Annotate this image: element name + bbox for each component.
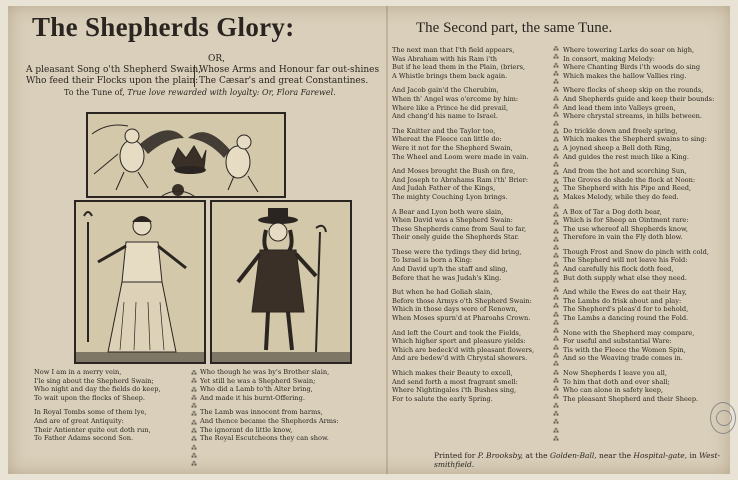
verse-line: When David was a Shepherd Swain: xyxy=(392,216,513,225)
verse-line: And Joseph to Abrahams Ram i'th' Brier: xyxy=(392,175,528,184)
verse-line: The Shepherd's pleas'd for to behold, xyxy=(563,305,689,314)
verse-line: The pleasant Shepherd and their Sheep. xyxy=(563,394,699,403)
verse-line: Who can alone in safety keep, xyxy=(563,386,664,395)
verse-line: Tis with the Fleece the Women Spin, xyxy=(563,345,686,354)
verse-line: Where like a Prince he did prevail, xyxy=(392,103,509,112)
verse-line: And so the Weaving trade comes in. xyxy=(563,354,683,363)
verse-line: Which are bedeck'd with pleasant flowers, xyxy=(392,345,535,354)
verse-line: When th' Angel was o'ercome by him: xyxy=(392,94,519,103)
verse-line: Though Frost and Snow do pinch with cold, xyxy=(563,247,709,256)
verse-line: A Whistle brings them back again. xyxy=(392,71,508,80)
right-verse-column-1 xyxy=(392,46,534,403)
verse-line: Where Chanting Birds i'th woods do sing xyxy=(563,63,701,72)
verse-line: The Wheel and Loom were made in vain. xyxy=(392,152,529,161)
second-part-title: The Second part, the same Tune. xyxy=(416,20,613,36)
verse-line: The Shepherd with his Pipe and Reed, xyxy=(563,184,692,193)
verse-line: Where towering Larks do soar on high, xyxy=(563,46,695,54)
verse-line: Before those Armys o'th Shepherd Swain: xyxy=(392,296,532,305)
verse-line: For to salute the early Spring. xyxy=(392,394,493,403)
verse-line: And Moses brought the Bush on fire, xyxy=(392,167,516,176)
ballad-title: The Shepherds Glory: xyxy=(32,12,295,42)
verse-line: Which makes the hallow Vallies ring. xyxy=(563,71,687,80)
left-verse-column-2: Who though he was by's Brother slain, Yet still he was a Shepherd Swain; Who did a Lamb to'th Alter bring, And made it his burnt-Offering. The Lamb was innocent from harms, And thence became the Shepherds Arms: The ignorant do little know, The Royal Escutcheons they can show. xyxy=(200,368,339,443)
verse-line: The use whereof all Shepherds know, xyxy=(563,224,688,233)
verse-line: The Knitter and the Taylor too, xyxy=(392,126,496,135)
verse-line: The Lambs do frisk about and play: xyxy=(563,296,682,305)
verse-line: These Shepherds came from Saul to far, xyxy=(392,224,527,233)
imprint-line: Printed for P. Brooksby, at the Golden-Ball, near the Hospital-gate, in West-smithfield. xyxy=(434,451,721,469)
woodcut-flowers xyxy=(158,182,198,200)
verse-line: Do trickle down and freely spring, xyxy=(563,126,678,135)
broadside-sheet xyxy=(8,6,730,474)
tune-line: To the Tune of, True love rewarded with loyalty: Or, Flora Farewel. xyxy=(64,88,336,97)
verse-line: The Lambs a dancing round the Fold. xyxy=(563,314,689,323)
or-mark: OR, xyxy=(208,54,226,64)
gentleman-icon xyxy=(212,202,350,362)
verse-line: Whereat the Fleece can little do: xyxy=(392,135,502,144)
verse-line: And lead them into Valleys green, xyxy=(563,103,676,112)
verse-line: Were it not for the Shepherd Swain, xyxy=(392,143,513,152)
verse-line: But if he lead them in the Plain, (briers, xyxy=(392,63,526,72)
verse-line: And Judah Father of the Kings, xyxy=(392,184,496,193)
verse-line: And chang'd his name to Israel. xyxy=(392,112,498,121)
verse-line: And left the Court and took the Fields, xyxy=(392,328,522,337)
verse-line: Where flocks of sheep skip on the rounds, xyxy=(563,86,704,95)
verse-line: The Shepherd will not leave his Fold: xyxy=(563,256,688,265)
verse-line: To him that doth and ever shall; xyxy=(563,377,670,386)
verse-line: These were the tydings they did bring, xyxy=(392,247,522,256)
verse-line: A Box of Tar a Dog doth bear, xyxy=(563,207,662,216)
verse-line: And are bedew'd with Chrystal showers. xyxy=(392,354,528,363)
verse-line: The Groves do shade the flock at Noon: xyxy=(563,175,696,184)
verse-line: Therefore in vain the Fly doth blow. xyxy=(563,233,683,242)
verse-line: None with the Shepherd may compare, xyxy=(563,328,695,337)
right-column-divider: ⁂ ⁂ ⁂ ⁂ ⁂ ⁂ ⁂ ⁂ ⁂ ⁂ ⁂ ⁂ ⁂ ⁂ ⁂ ⁂ ⁂ ⁂ ⁂ ⁂ ⁂ ⁂ ⁂ ⁂ ⁂ ⁂ ⁂ ⁂ ⁂ ⁂ ⁂ ⁂ ⁂ ⁂ ⁂ ⁂ ⁂ ⁂ ⁂ ⁂ ⁂ ⁂ ⁂ ⁂ ⁂ ⁂ ⁂ ⁂ xyxy=(553,46,558,443)
verse-line: Now Shepherds I leave you all, xyxy=(563,369,668,377)
verse-line: And Jacob gain'd the Cherubim, xyxy=(392,86,499,95)
library-stamp-icon xyxy=(710,402,736,434)
verse-line: But when he had Goliah slain, xyxy=(392,288,493,297)
verse-line: Which in those days were of Renown, xyxy=(392,305,518,314)
flower-ornament-icon xyxy=(158,182,198,200)
woodcut-shepherdess xyxy=(74,200,206,364)
left-column-divider: ⁂ ⁂ ⁂ ⁂ ⁂ ⁂ ⁂ ⁂ ⁂ ⁂ ⁂ ⁂ xyxy=(191,370,196,469)
subtitle-left: A pleasant Song o'th Shepherd Swain, Who feed their Flocks upon the plain: xyxy=(26,65,201,86)
verse-line: The mighty Couching Lyon brings. xyxy=(392,192,508,201)
verse-line: Which makes the Shepherd swains to sing: xyxy=(563,135,707,144)
verse-line: And Shepherds guide and keep their bounds: xyxy=(563,94,715,103)
verse-line: Makes Melody, while they do feed. xyxy=(563,192,679,201)
verse-line: Before that he was Judah's King. xyxy=(392,273,502,282)
verse-line: And from the hot and scorching Sun, xyxy=(563,167,687,176)
subtitle-right: Whose Arms and Honour far out-shines The Cæsar's and great Constantines. xyxy=(194,65,379,87)
verse-line: Their onely guide the Shepherds Star. xyxy=(392,233,520,242)
shepherdess-icon xyxy=(76,202,204,362)
verse-line: But doth supply what else they need. xyxy=(563,273,687,282)
verse-line: In consort, making Melody: xyxy=(563,54,655,63)
verse-line: A Bear and Lyon both were slain, xyxy=(392,207,504,216)
verse-line: And while the Ewes do eat their Hay, xyxy=(563,288,687,297)
verse-line: And carefully his flock doth feed, xyxy=(563,265,674,274)
verse-line: For useful and substantial Ware: xyxy=(563,337,672,346)
verse-line: Which makes their Beauty to excell, xyxy=(392,369,513,377)
verse-line: And send forth a most fragrant smell: xyxy=(392,377,518,386)
verse-line: Where chrystal streams, in hills between. xyxy=(563,112,702,121)
verse-line: Which higher sport and pleasure yields: xyxy=(392,337,526,346)
verse-line: And David up'h the staff and sling, xyxy=(392,265,508,274)
left-verse-column-1: Now I am in a merry vein, I'le sing about the Shepherd Swain; Who night and day the fields do keep, To wait upon the flocks of Sheep. In Royal Tombs some of them lye, And are of great Antiquity: Their Antienter quite out doth run, To Father Adams second Son. xyxy=(34,368,161,443)
verse-line: A joyned sheep a Bell doth Ring, xyxy=(563,143,672,152)
verse-line: The next man that I'th field appears, xyxy=(392,46,515,54)
right-verse-column-2 xyxy=(563,46,714,403)
verse-line: Which is for Sheep an Ointment rare: xyxy=(563,216,689,225)
verse-line: Where Nightingales i'th Bushes sing, xyxy=(392,386,517,395)
verse-line: When Moses spurn'd at Pharoahs Crown. xyxy=(392,314,531,323)
verse-line: To Israel is born a King: xyxy=(392,256,473,265)
woodcut-gentleman xyxy=(210,200,352,364)
verse-line: And guides the rest much like a King. xyxy=(563,152,689,161)
verse-line: Was Abraham with his Ram i'th xyxy=(392,54,498,63)
